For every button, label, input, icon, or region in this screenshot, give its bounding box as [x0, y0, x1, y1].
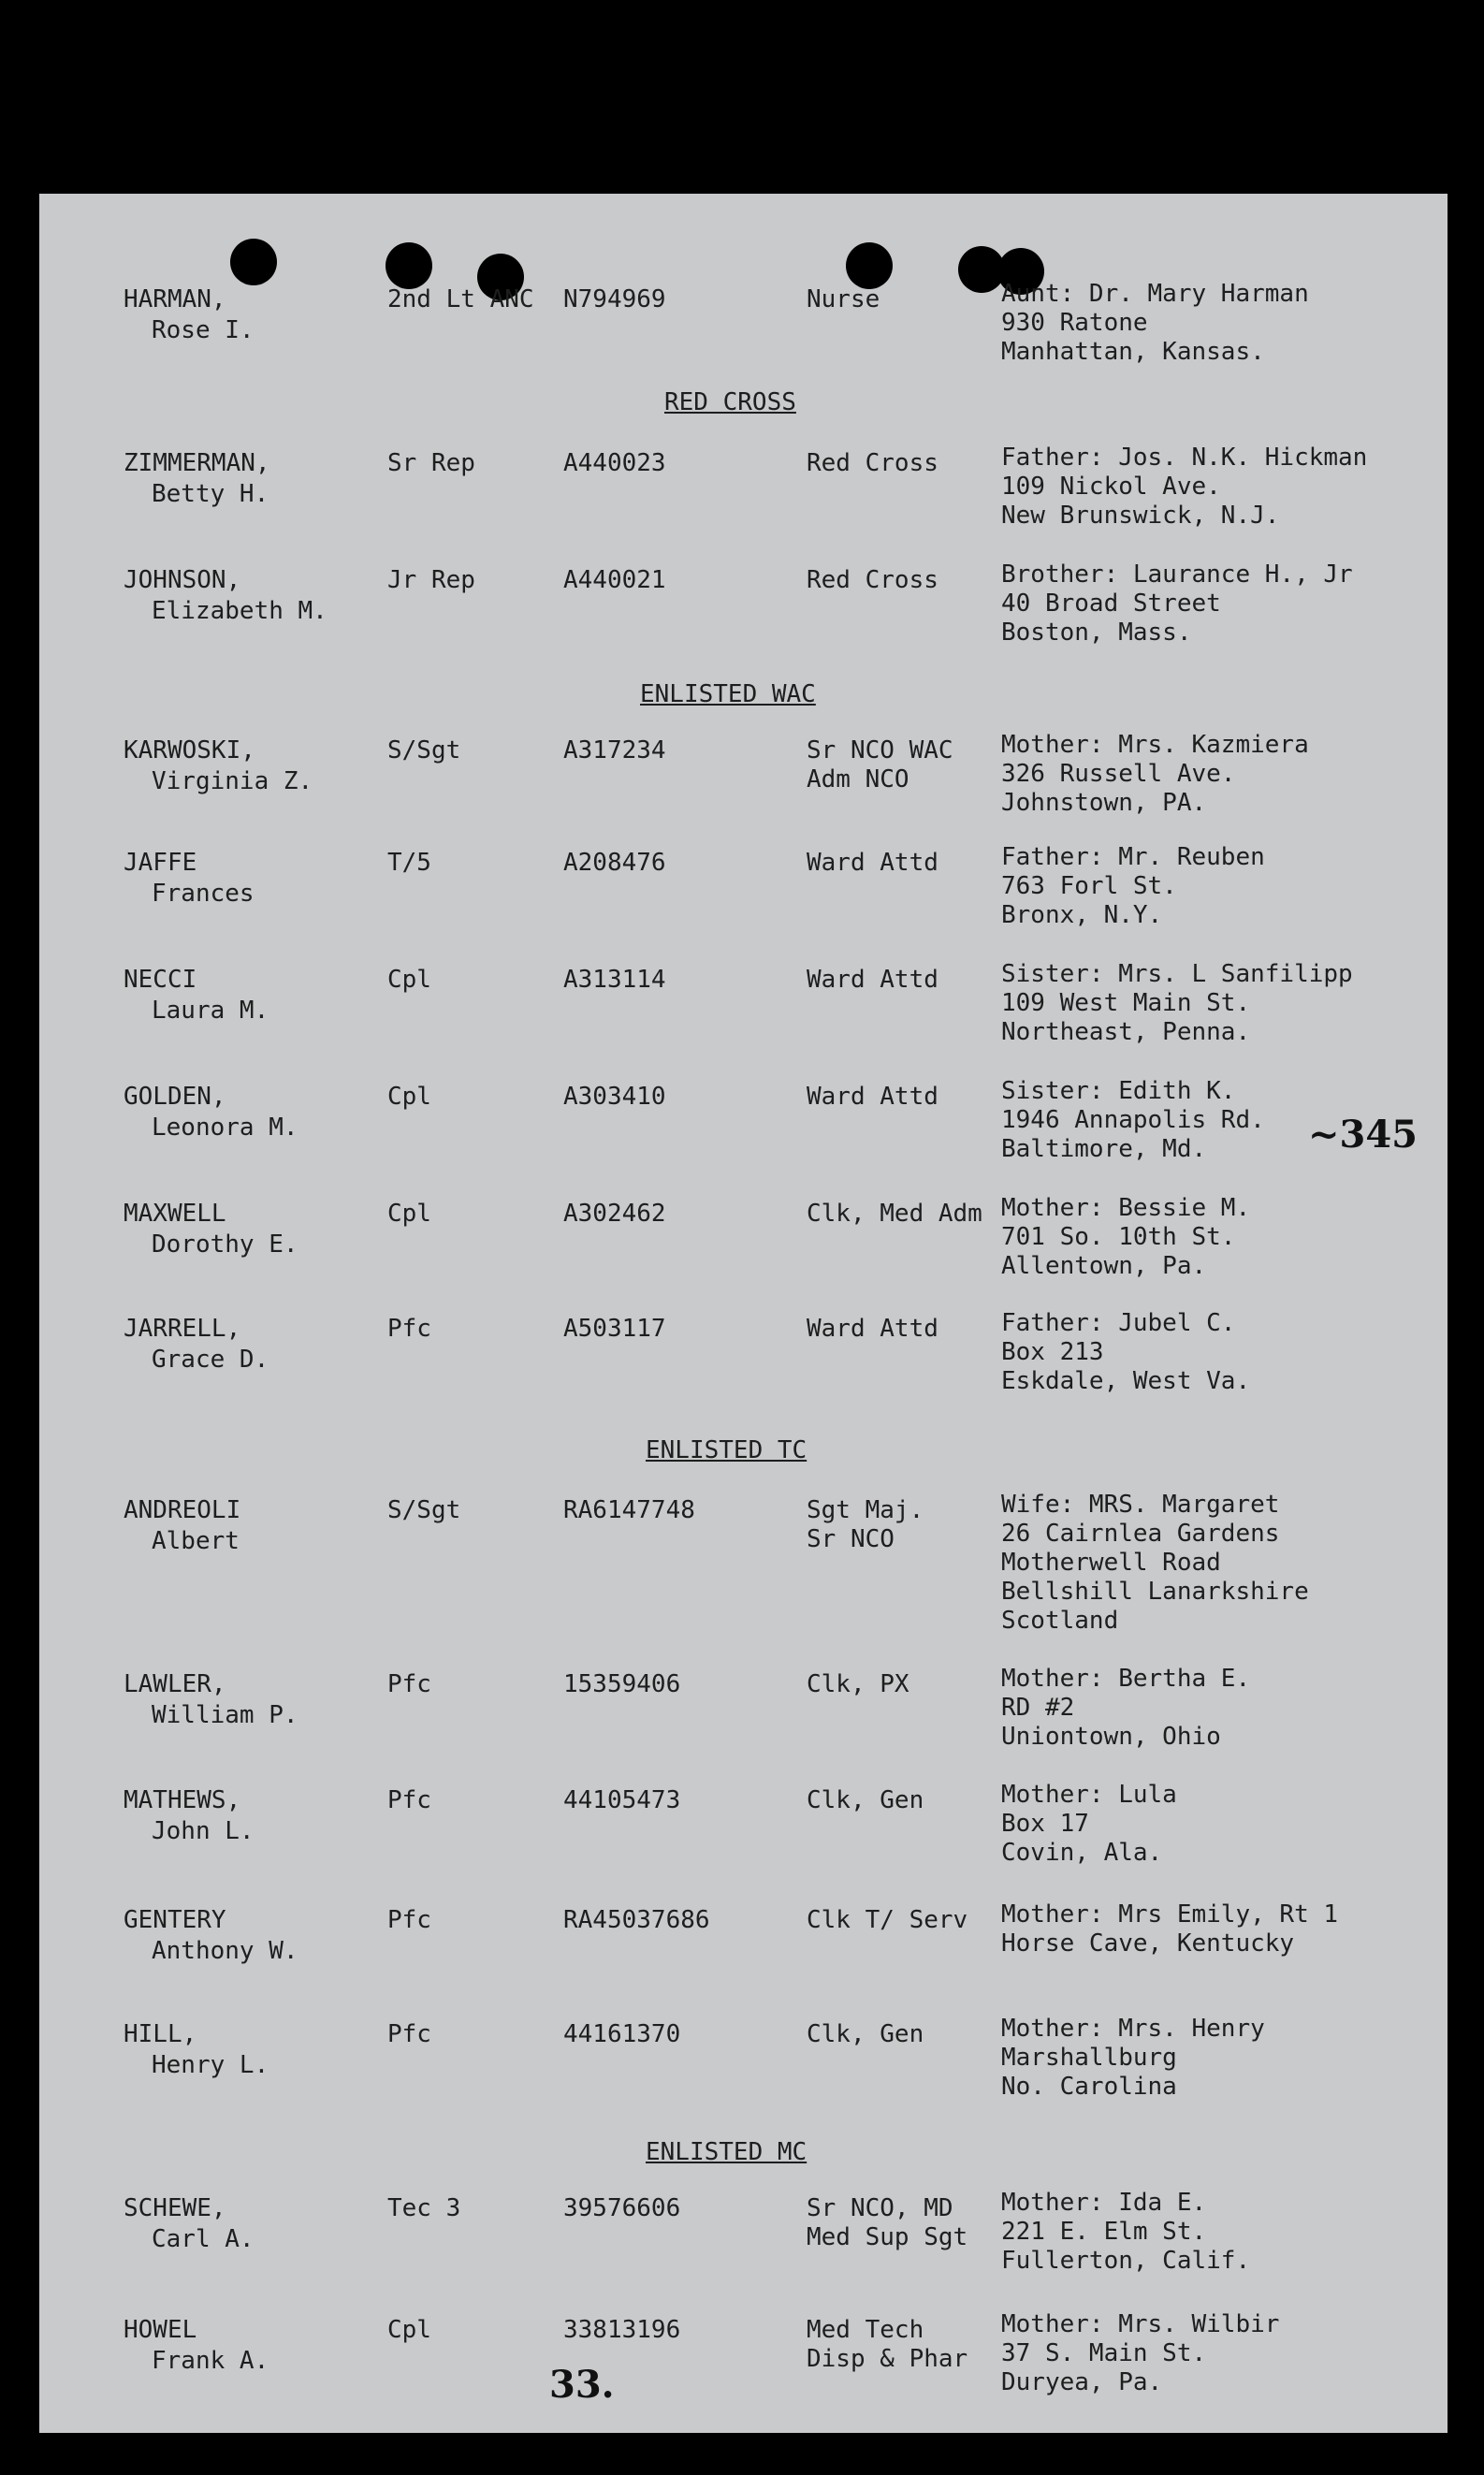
entry-next-of-kin: [1001, 960, 1353, 1047]
entry-serial-number: A302462: [563, 1200, 666, 1228]
entry-rank: S/Sgt: [387, 1496, 461, 1524]
duty-line: Ward Attd: [807, 1315, 938, 1343]
duty-line: Adm NCO: [807, 765, 909, 793]
contact-line: Brother: Laurance H., Jr: [1001, 561, 1353, 589]
contact-line: 37 S. Main St.: [1001, 2339, 1207, 2367]
contact-line: Fullerton, Calif.: [1001, 2247, 1251, 2275]
entry-surname: HILL,: [124, 2020, 197, 2048]
contact-line: Mother: Lula: [1001, 1781, 1177, 1809]
section-heading: ENLISTED TC: [646, 1436, 807, 1464]
entry-given-name: Betty H.: [152, 480, 269, 508]
entry-rank: S/Sgt: [387, 736, 461, 764]
duty-line: Clk, PX: [807, 1670, 909, 1698]
contact-line: 109 West Main St.: [1001, 989, 1251, 1017]
duty-line: Med Tech: [807, 2316, 924, 2344]
entry-rank: Pfc: [387, 2020, 431, 2048]
entry-next-of-kin: [1001, 280, 1309, 367]
contact-line: Father: Jubel C.: [1001, 1309, 1236, 1337]
entry-given-name: Laura M.: [152, 997, 269, 1025]
entry-next-of-kin: [1001, 1665, 1250, 1752]
entry-given-name: Frank A.: [152, 2347, 269, 2375]
entry-serial-number: 44161370: [563, 2020, 681, 2048]
contact-line: Father: Mr. Reuben: [1001, 843, 1265, 871]
entry-surname: HOWEL: [124, 2316, 197, 2344]
contact-line: Scotland: [1001, 1607, 1119, 1635]
entry-serial-number: A313114: [563, 966, 666, 994]
entry-serial-number: A440021: [563, 566, 666, 594]
entry-given-name: Elizabeth M.: [152, 597, 327, 625]
duty-line: Red Cross: [807, 566, 938, 594]
entry-next-of-kin: [1001, 1781, 1177, 1868]
contact-line: 1946 Annapolis Rd.: [1001, 1106, 1265, 1134]
handwritten-number-345: ~345: [1308, 1113, 1419, 1157]
entry-given-name: Frances: [152, 880, 255, 908]
entry-given-name: Grace D.: [152, 1346, 269, 1374]
duty-line: Clk, Gen: [807, 2020, 924, 2048]
contact-line: Mother: Mrs Emily, Rt 1: [1001, 1900, 1339, 1929]
entry-given-name: John L.: [152, 1817, 255, 1845]
contact-line: Box 17: [1001, 1810, 1089, 1838]
contact-line: Motherwell Road: [1001, 1549, 1221, 1577]
entry-rank: T/5: [387, 849, 431, 877]
contact-line: 930 Ratone: [1001, 309, 1148, 337]
entry-surname: JAFFE: [124, 849, 197, 877]
entry-duty: [807, 1083, 938, 1112]
contact-line: Mother: Ida E.: [1001, 2189, 1207, 2217]
contact-line: Wife: MRS. Margaret: [1001, 1491, 1280, 1519]
entry-next-of-kin: [1001, 444, 1367, 531]
entry-given-name: Carl A.: [152, 2225, 255, 2253]
duty-line: Med Sup Sgt: [807, 2223, 968, 2251]
duty-line: Nurse: [807, 285, 880, 313]
duty-line: Sr NCO, MD: [807, 2194, 953, 2222]
entry-surname: KARWOSKI,: [124, 736, 255, 764]
contact-line: Baltimore, Md.: [1001, 1135, 1207, 1163]
contact-line: Mother: Mrs. Henry: [1001, 2015, 1265, 2043]
entry-serial-number: 44105473: [563, 1786, 681, 1814]
contact-line: No. Carolina: [1001, 2073, 1177, 2101]
entry-duty: [807, 285, 880, 314]
entry-duty: [807, 1315, 938, 1344]
contact-line: Sister: Mrs. L Sanfilipp: [1001, 960, 1353, 988]
contact-line: 40 Broad Street: [1001, 590, 1221, 618]
entry-surname: HARMAN,: [124, 285, 226, 313]
entry-rank: Pfc: [387, 1786, 431, 1814]
entry-duty: [807, 566, 938, 595]
entry-next-of-kin: [1001, 2015, 1265, 2102]
duty-line: Sr NCO: [807, 1525, 895, 1553]
contact-line: Father: Jos. N.K. Hickman: [1001, 444, 1368, 472]
entry-rank: Pfc: [387, 1670, 431, 1698]
entry-rank: 2nd Lt ANC: [387, 285, 534, 313]
entry-given-name: Anthony W.: [152, 1937, 298, 1965]
contact-line: Bellshill Lanarkshire: [1001, 1578, 1309, 1606]
entry-surname: MAXWELL: [124, 1200, 226, 1228]
entry-rank: Pfc: [387, 1315, 431, 1343]
duty-line: Red Cross: [807, 449, 938, 477]
contact-line: RD #2: [1001, 1694, 1075, 1722]
entry-next-of-kin: [1001, 1900, 1338, 1958]
contact-line: New Brunswick, N.J.: [1001, 502, 1280, 530]
entry-next-of-kin: [1001, 731, 1309, 818]
entry-given-name: Henry L.: [152, 2051, 269, 2079]
entry-serial-number: RA45037686: [563, 1906, 710, 1934]
entry-next-of-kin: [1001, 1194, 1250, 1281]
contact-line: 763 Forl St.: [1001, 872, 1177, 900]
entry-next-of-kin: [1001, 1077, 1265, 1164]
entry-duty: [807, 736, 953, 794]
punch-hole: [846, 242, 893, 289]
entry-serial-number: A503117: [563, 1315, 666, 1343]
entry-surname: JARRELL,: [124, 1315, 241, 1343]
contact-line: Mother: Bertha E.: [1001, 1665, 1251, 1693]
duty-line: Sr NCO WAC: [807, 736, 953, 764]
contact-line: Box 213: [1001, 1338, 1104, 1366]
entry-serial-number: 15359406: [563, 1670, 681, 1698]
entry-rank: Cpl: [387, 2316, 431, 2344]
entry-duty: [807, 966, 938, 995]
entry-serial-number: 33813196: [563, 2316, 681, 2344]
contact-line: Sister: Edith K.: [1001, 1077, 1236, 1105]
entry-given-name: Albert: [152, 1527, 240, 1555]
entry-serial-number: A317234: [563, 736, 666, 764]
entry-serial-number: N794969: [563, 285, 666, 313]
contact-line: Mother: Mrs. Wilbir: [1001, 2310, 1280, 2338]
entry-serial-number: RA6147748: [563, 1496, 695, 1524]
contact-line: Manhattan, Kansas.: [1001, 338, 1265, 366]
entry-rank: Cpl: [387, 1083, 431, 1111]
entry-next-of-kin: [1001, 843, 1265, 930]
entry-rank: Cpl: [387, 1200, 431, 1228]
entry-surname: GENTERY: [124, 1906, 226, 1934]
entry-surname: ANDREOLI: [124, 1496, 241, 1524]
entry-surname: MATHEWS,: [124, 1786, 241, 1814]
entry-serial-number: A440023: [563, 449, 666, 477]
contact-line: 26 Cairnlea Gardens: [1001, 1520, 1280, 1548]
entry-duty: [807, 1670, 909, 1699]
duty-line: Ward Attd: [807, 849, 938, 877]
duty-line: Ward Attd: [807, 966, 938, 994]
section-heading: RED CROSS: [664, 388, 796, 416]
entry-rank: Sr Rep: [387, 449, 475, 477]
punch-hole: [386, 242, 432, 289]
entry-rank: Jr Rep: [387, 566, 475, 594]
contact-line: Horse Cave, Kentucky: [1001, 1929, 1295, 1958]
entry-surname: LAWLER,: [124, 1670, 226, 1698]
entry-rank: Tec 3: [387, 2194, 461, 2222]
contact-line: Mother: Mrs. Kazmiera: [1001, 731, 1309, 759]
entry-duty: [807, 2020, 924, 2049]
entry-surname: NECCI: [124, 966, 197, 994]
entry-next-of-kin: [1001, 2189, 1250, 2276]
entry-next-of-kin: [1001, 561, 1353, 648]
entry-given-name: Dorothy E.: [152, 1230, 298, 1259]
entry-given-name: William P.: [152, 1701, 298, 1729]
section-heading: ENLISTED WAC: [640, 680, 816, 708]
entry-duty: [807, 2316, 968, 2374]
entry-surname: JOHNSON,: [124, 566, 241, 594]
entry-duty: [807, 849, 938, 878]
entry-given-name: Leonora M.: [152, 1114, 298, 1142]
entry-serial-number: 39576606: [563, 2194, 681, 2222]
contact-line: Duryea, Pa.: [1001, 2368, 1163, 2396]
duty-line: Clk T/ Serv: [807, 1906, 968, 1934]
contact-line: Marshallburg: [1001, 2044, 1177, 2072]
duty-line: Ward Attd: [807, 1083, 938, 1111]
contact-line: Eskdale, West Va.: [1001, 1367, 1251, 1395]
contact-line: Uniontown, Ohio: [1001, 1723, 1221, 1751]
document-page: [39, 194, 1448, 2433]
entry-given-name: Rose I.: [152, 316, 255, 344]
contact-line: Boston, Mass.: [1001, 619, 1192, 647]
entry-given-name: Virginia Z.: [152, 767, 313, 795]
contact-line: Johnstown, PA.: [1001, 789, 1207, 817]
punch-hole: [230, 239, 277, 285]
entry-surname: SCHEWE,: [124, 2194, 226, 2222]
duty-line: Clk, Gen: [807, 1786, 924, 1814]
entry-surname: GOLDEN,: [124, 1083, 226, 1111]
entry-next-of-kin: [1001, 1491, 1309, 1636]
duty-line: Disp & Phar: [807, 2345, 968, 2373]
entry-surname: ZIMMERMAN,: [124, 449, 270, 477]
section-heading: ENLISTED MC: [646, 2138, 807, 2166]
entry-serial-number: A303410: [563, 1083, 666, 1111]
contact-line: Aunt: Dr. Mary Harman: [1001, 280, 1309, 308]
contact-line: 221 E. Elm St.: [1001, 2218, 1207, 2246]
contact-line: 326 Russell Ave.: [1001, 760, 1236, 788]
entry-rank: Cpl: [387, 966, 431, 994]
entry-duty: [807, 1200, 982, 1229]
entry-duty: [807, 1496, 924, 1554]
contact-line: Bronx, N.Y.: [1001, 901, 1163, 929]
entry-duty: [807, 1906, 968, 1935]
contact-line: Covin, Ala.: [1001, 1839, 1163, 1867]
entry-next-of-kin: [1001, 1309, 1250, 1396]
entry-duty: [807, 2194, 968, 2252]
entry-serial-number: A208476: [563, 849, 666, 877]
contact-line: 109 Nickol Ave.: [1001, 473, 1221, 501]
duty-line: Clk, Med Adm: [807, 1200, 982, 1228]
page-number: 33.: [549, 2363, 615, 2407]
contact-line: Allentown, Pa.: [1001, 1252, 1207, 1280]
contact-line: Northeast, Penna.: [1001, 1018, 1251, 1046]
entry-duty: [807, 449, 938, 478]
entry-duty: [807, 1786, 924, 1815]
contact-line: 701 So. 10th St.: [1001, 1223, 1236, 1251]
duty-line: Sgt Maj.: [807, 1496, 924, 1524]
entry-next-of-kin: [1001, 2310, 1279, 2397]
entry-rank: Pfc: [387, 1906, 431, 1934]
contact-line: Mother: Bessie M.: [1001, 1194, 1251, 1222]
